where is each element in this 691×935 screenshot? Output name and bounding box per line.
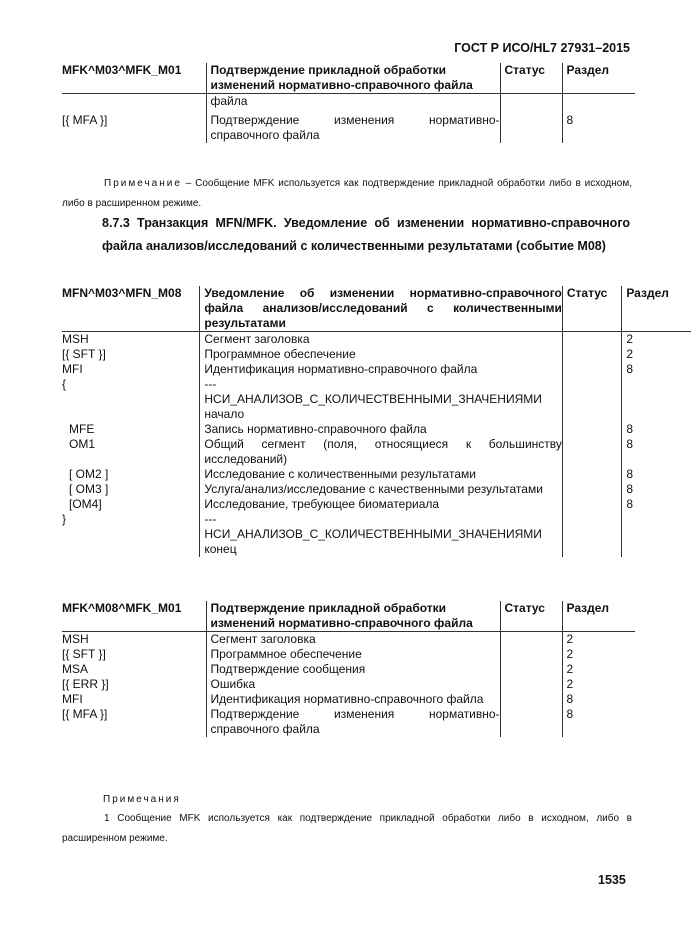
note-1 bbox=[62, 174, 632, 214]
col-header-status: Статус bbox=[562, 286, 621, 332]
cell-section bbox=[562, 94, 635, 114]
cell-status bbox=[562, 362, 621, 377]
notes-label: Примечания bbox=[103, 794, 181, 805]
cell-status bbox=[562, 377, 621, 422]
col-header-code: MFN^M03^MFN_M08 bbox=[62, 286, 200, 332]
cell-status bbox=[562, 497, 621, 512]
cell-code bbox=[62, 94, 206, 114]
cell-section: 2 bbox=[562, 677, 635, 692]
cell-section bbox=[622, 512, 691, 557]
cell-desc: Услуга/анализ/исследование с качественными результатами bbox=[200, 482, 563, 497]
cell-desc: Исследование, требующее биоматериала bbox=[200, 497, 563, 512]
col-header-section: Раздел bbox=[562, 63, 635, 94]
cell-section: 8 bbox=[622, 437, 691, 467]
cell-status bbox=[500, 677, 562, 692]
cell-code: MFE bbox=[69, 422, 95, 436]
page-number: 1535 bbox=[598, 873, 626, 887]
note-2: 1 Сообщение MFK используется как подтверждение прикладной обработки либо в исходном, либо в расширенном режиме. bbox=[62, 813, 632, 844]
cell-code: MSH bbox=[62, 332, 89, 346]
cell-section: 8 bbox=[622, 497, 691, 512]
cell-desc: Идентификация нормативно-справочного файла bbox=[206, 692, 500, 707]
table-row bbox=[62, 113, 635, 143]
cell-code: [ OM2 ] bbox=[69, 467, 109, 481]
col-header-desc: Подтверждение прикладной обработки изменений нормативно-справочного файла bbox=[206, 601, 500, 632]
cell-desc: Ошибка bbox=[206, 677, 500, 692]
cell-code: MSA bbox=[62, 662, 89, 676]
cell-desc: Общий сегмент (поля, относящиеся к большинству исследований) bbox=[200, 437, 563, 467]
table-row bbox=[62, 497, 691, 512]
cell-desc: Программное обеспечение bbox=[206, 647, 500, 662]
cell-code: MFI bbox=[62, 362, 83, 376]
cell-code: [{ MFA }] bbox=[62, 707, 108, 721]
cell-desc: файла bbox=[206, 94, 500, 114]
cell-desc: Программное обеспечение bbox=[200, 347, 563, 362]
cell-desc: Подтверждение изменения нормативно-справочного файла bbox=[206, 113, 500, 143]
cell-desc: Подтверждение сообщения bbox=[206, 662, 500, 677]
cell-desc: Идентификация нормативно-справочного файла bbox=[200, 362, 563, 377]
cell-code: OM1 bbox=[69, 437, 96, 451]
col-header-section: Раздел bbox=[622, 286, 691, 332]
cell-section: 8 bbox=[562, 113, 635, 143]
cell-code: [{ SFT }] bbox=[62, 347, 106, 361]
table-mfk-m01-cont bbox=[62, 63, 635, 143]
cell-status bbox=[500, 662, 562, 677]
cell-section: 2 bbox=[622, 347, 691, 362]
cell-desc: Сегмент заголовка bbox=[206, 632, 500, 648]
col-header-desc: Уведомление об изменении нормативно-справочного файла анализов/исследований с количественными результатами bbox=[200, 286, 563, 332]
cell-code: { bbox=[62, 377, 67, 391]
table-row bbox=[62, 662, 635, 677]
cell-status bbox=[562, 422, 621, 437]
cell-code: [ OM3 ] bbox=[69, 482, 109, 496]
note-label: Примечание bbox=[104, 178, 182, 189]
table-row bbox=[62, 422, 691, 437]
table-row bbox=[62, 437, 691, 467]
table-row bbox=[62, 707, 635, 737]
table-row bbox=[62, 512, 691, 557]
table-row bbox=[62, 377, 691, 422]
col-header-code: MFK^M03^MFK_M01 bbox=[62, 63, 206, 94]
cell-section: 2 bbox=[562, 647, 635, 662]
col-header-desc: Подтверждение прикладной обработки изменений нормативно-справочного файла bbox=[206, 63, 500, 94]
table-row bbox=[62, 332, 691, 348]
cell-code: [{ SFT }] bbox=[62, 647, 106, 661]
cell-status bbox=[500, 632, 562, 648]
col-header-status: Статус bbox=[500, 601, 562, 632]
table-header-row bbox=[62, 601, 635, 632]
cell-status bbox=[562, 467, 621, 482]
standard-header: ГОСТ Р ИСО/HL7 27931–2015 bbox=[454, 41, 630, 55]
cell-code: MFI bbox=[62, 692, 83, 706]
table-mfk-m08 bbox=[62, 601, 635, 737]
cell-section: 2 bbox=[562, 632, 635, 648]
table-row bbox=[62, 362, 691, 377]
cell-code: MSH bbox=[62, 632, 89, 646]
cell-section: 2 bbox=[562, 662, 635, 677]
cell-desc: --- НСИ_АНАЛИЗОВ_С_КОЛИЧЕСТВЕННЫМИ_ЗНАЧЕНИЯМИ конец bbox=[200, 512, 563, 557]
cell-status bbox=[562, 512, 621, 557]
cell-status bbox=[562, 347, 621, 362]
cell-status bbox=[562, 332, 621, 348]
cell-code: } bbox=[62, 512, 67, 526]
col-header-status: Статус bbox=[500, 63, 562, 94]
table-row bbox=[62, 632, 635, 648]
cell-desc: Запись нормативно-справочного файла bbox=[200, 422, 563, 437]
table-row bbox=[62, 467, 691, 482]
table-row bbox=[62, 647, 635, 662]
cell-status bbox=[500, 647, 562, 662]
cell-desc: --- НСИ_АНАЛИЗОВ_С_КОЛИЧЕСТВЕННЫМИ_ЗНАЧЕНИЯМИ начало bbox=[200, 377, 563, 422]
table-row bbox=[62, 677, 635, 692]
cell-section: 8 bbox=[622, 467, 691, 482]
cell-section bbox=[622, 377, 691, 422]
cell-code: [{ ERR }] bbox=[62, 677, 109, 691]
cell-section: 2 bbox=[622, 332, 691, 348]
table-row bbox=[62, 482, 691, 497]
cell-status bbox=[562, 482, 621, 497]
cell-status bbox=[500, 113, 562, 143]
cell-section: 8 bbox=[622, 422, 691, 437]
section-heading: 8.7.3 Транзакция MFN/MFK. Уведомление об изменении нормативно-справочного файла анализов/исследований с количественными результатами (событие M08) bbox=[102, 216, 630, 253]
col-header-code: MFK^M08^MFK_M01 bbox=[62, 601, 206, 632]
cell-section: 8 bbox=[562, 692, 635, 707]
cell-code: [OM4] bbox=[69, 497, 102, 511]
cell-section: 8 bbox=[562, 707, 635, 737]
table-row bbox=[62, 692, 635, 707]
cell-code: [{ MFA }] bbox=[62, 113, 108, 127]
cell-desc: Подтверждение изменения нормативно-справочного файла bbox=[206, 707, 500, 737]
cell-status bbox=[562, 437, 621, 467]
table-header-row bbox=[62, 63, 635, 94]
cell-status bbox=[500, 707, 562, 737]
table-mfn-m08 bbox=[62, 286, 691, 557]
col-header-section: Раздел bbox=[562, 601, 635, 632]
cell-status bbox=[500, 94, 562, 114]
table-row bbox=[62, 94, 635, 114]
cell-desc: Исследование с количественными результатами bbox=[200, 467, 563, 482]
cell-desc: Сегмент заголовка bbox=[200, 332, 563, 348]
note-text: – Сообщение MFK используется как подтверждение прикладной обработки либо в исходном, либо в расширенном режиме. bbox=[62, 178, 633, 209]
table-row bbox=[62, 347, 691, 362]
cell-status bbox=[500, 692, 562, 707]
cell-section: 8 bbox=[622, 362, 691, 377]
cell-section: 8 bbox=[622, 482, 691, 497]
table-header-row bbox=[62, 286, 691, 332]
